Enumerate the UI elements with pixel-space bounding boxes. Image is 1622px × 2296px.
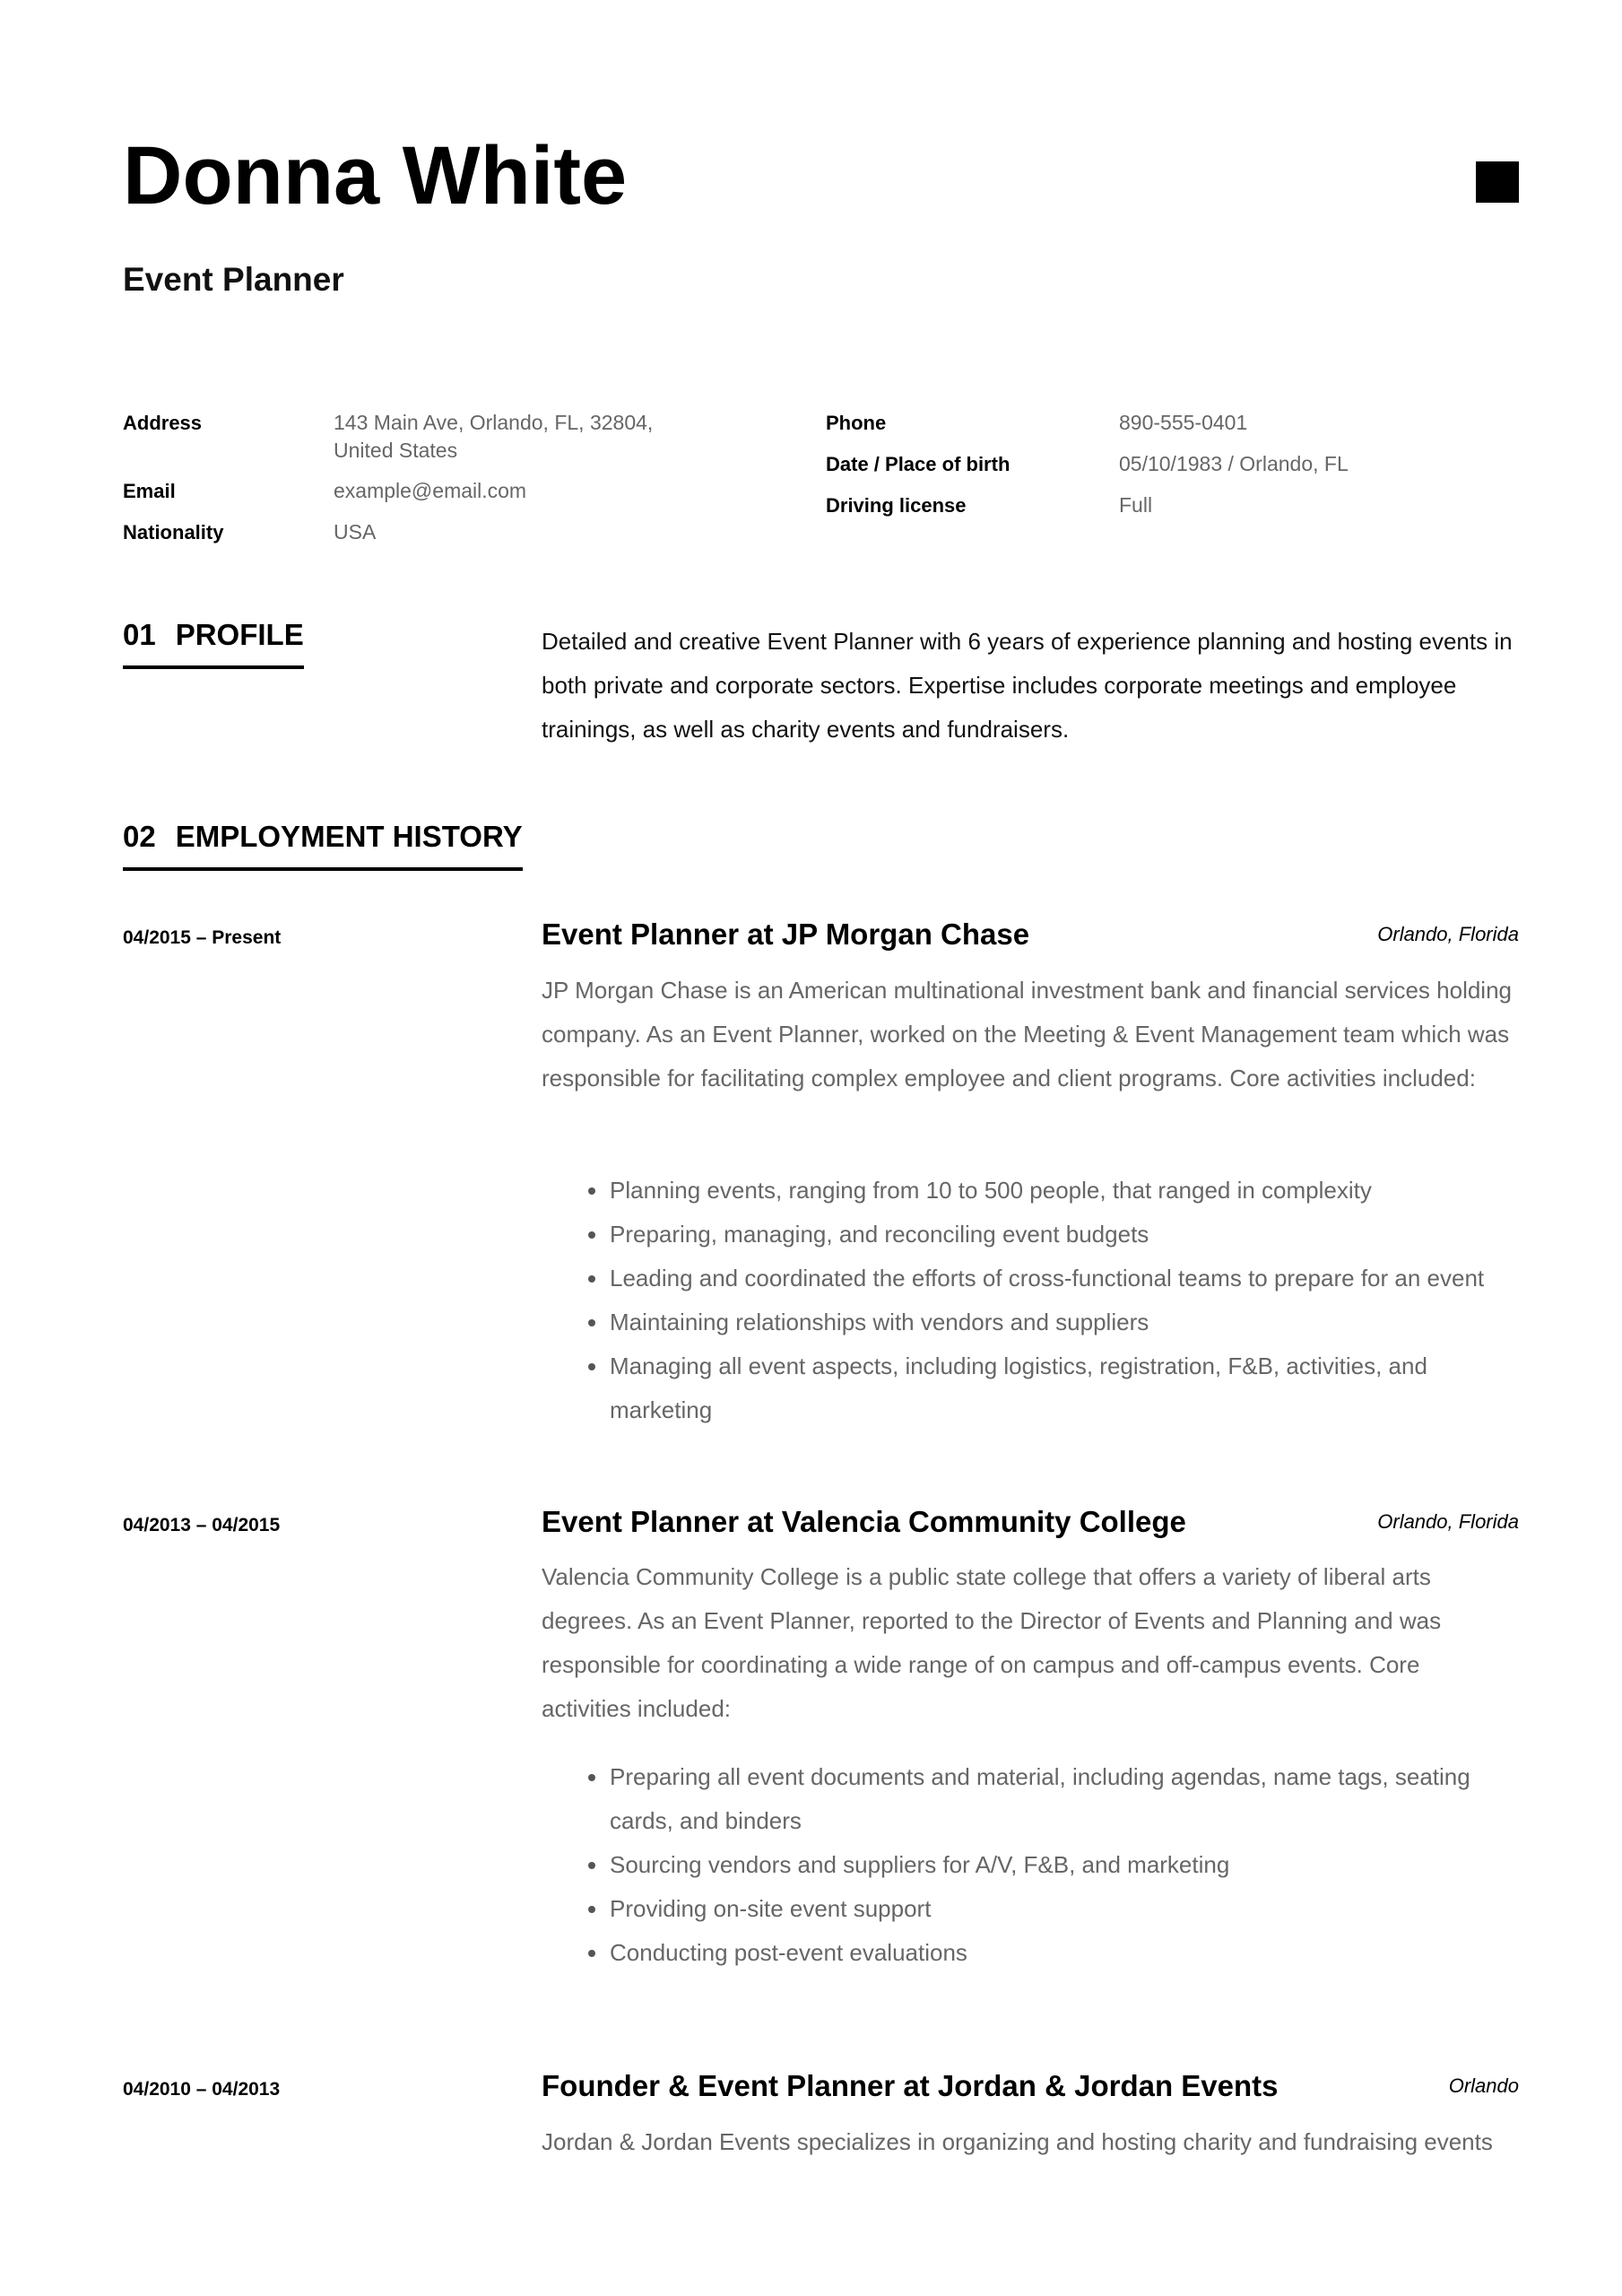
job-location: Orlando <box>1448 2074 1519 2097</box>
profile-summary: Detailed and creative Event Planner with 6 years of experience planning and hosting events in both private and corporate sectors. Expertise includes corporate meetings and employee trainings, as well as charity events and fundraisers. <box>542 628 1513 743</box>
responsibility-item: Planning events, ranging from 10 to 500 people, that ranged in complexity <box>542 1169 1519 1213</box>
job-dates: 04/2010 – 04/2013 <box>123 2079 281 2100</box>
phone-value: 890-555-0401 <box>1119 411 1248 434</box>
job-dates: 04/2013 – 04/2015 <box>123 1515 281 1535</box>
job-location: Orlando, Florida <box>1377 1510 1519 1533</box>
job-dates: 04/2015 – Present <box>123 927 282 948</box>
email-label: Email <box>123 480 176 502</box>
job-title: Founder & Event Planner at Jordan & Jordan Events <box>542 2069 1279 2102</box>
birth-value: 05/10/1983 / Orlando, FL <box>1119 452 1349 475</box>
responsibility-item: Providing on-site event support <box>542 1887 1519 1931</box>
job-title: Event Planner at JP Morgan Chase <box>542 918 1030 951</box>
responsibility-item: Maintaining relationships with vendors and suppliers <box>542 1300 1519 1344</box>
phone-label: Phone <box>826 412 887 434</box>
employment-section-number: 02 <box>123 820 156 853</box>
candidate-name: Donna White <box>123 130 628 222</box>
employment-section-heading <box>123 819 523 871</box>
responsibility-item: Preparing all event documents and material, including agendas, name tags, seating cards, and binders <box>542 1755 1506 1843</box>
profile-section-number: 01 <box>123 618 156 651</box>
job-location: Orlando, Florida <box>1377 923 1519 945</box>
responsibility-item: Managing all event aspects, including logistics, registration, F&B, activities, and marketing <box>542 1344 1488 1432</box>
address-value-line1: 143 Main Ave, Orlando, FL, 32804, <box>334 411 654 434</box>
responsibility-item: Preparing, managing, and reconciling event budgets <box>542 1213 1519 1257</box>
employment-section-title: EMPLOYMENT HISTORY <box>175 820 523 853</box>
job-responsibilities <box>542 1755 1519 1975</box>
job-description: Valencia Community College is a public state college that offers a variety of liberal arts degrees. As an Event Planner, reported to the Director of Events and Planning and was responsible for coordinating a wide range of on campus and off-campus events. Core activities included: <box>542 1563 1442 1722</box>
nationality-value: USA <box>334 520 377 544</box>
responsibility-item: Leading and coordinated the efforts of cross-functional teams to prepare for an event <box>542 1257 1519 1300</box>
nationality-label: Nationality <box>123 521 224 544</box>
responsibility-item: Conducting post-event evaluations <box>542 1931 1519 1975</box>
profile-section-title: PROFILE <box>175 618 304 651</box>
responsibility-item: Sourcing vendors and suppliers for A/V, F&B, and marketing <box>542 1843 1519 1887</box>
job-description: JP Morgan Chase is an American multinational investment bank and financial services holding company. As an Event Planner, worked on the Meeting & Event Management team which was responsible for facilitating complex employee and client programs. Core activities included: <box>542 977 1512 1091</box>
square-logo-icon <box>1476 161 1519 203</box>
email-value: example@email.com <box>334 479 527 502</box>
driving-license-label: Driving license <box>826 494 967 517</box>
job-description: Jordan & Jordan Events specializes in organizing and hosting charity and fundraising events <box>542 2128 1493 2155</box>
birth-label: Date / Place of birth <box>826 453 1010 475</box>
profile-section-heading <box>123 617 304 669</box>
candidate-title: Event Planner <box>123 261 344 298</box>
address-label: Address <box>123 412 203 434</box>
address-value-line2: United States <box>334 439 458 462</box>
job-title: Event Planner at Valencia Community College <box>542 1505 1186 1538</box>
job-responsibilities <box>542 1169 1519 1432</box>
driving-license-value: Full <box>1119 493 1153 517</box>
